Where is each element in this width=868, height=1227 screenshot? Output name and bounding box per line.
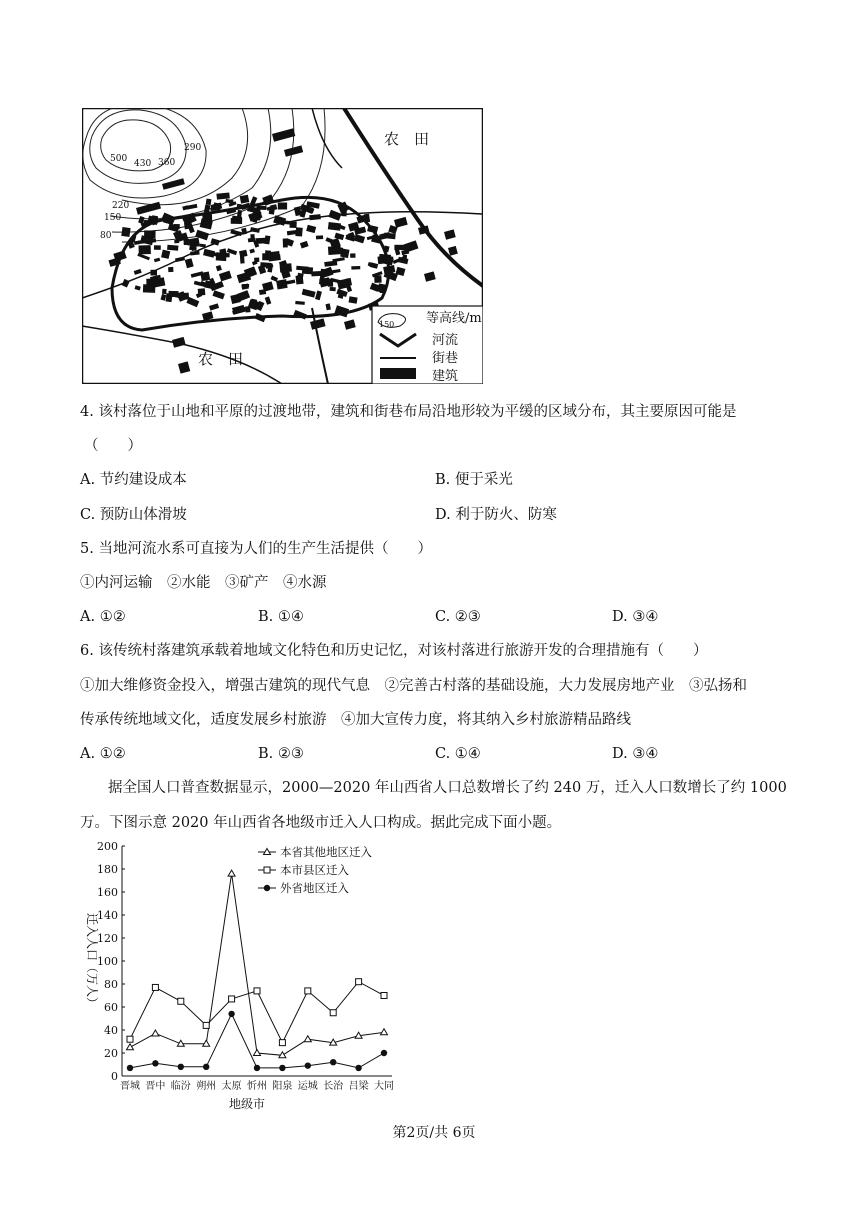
legend-contour-value: 150: [379, 320, 395, 329]
data-point-square: [330, 1010, 336, 1016]
y-tick-label: 200: [97, 840, 118, 853]
y-tick-label: 80: [104, 978, 118, 991]
building-block: [139, 245, 151, 254]
contour-label: 290: [184, 143, 202, 153]
building-block: [162, 289, 167, 294]
building-block: [383, 255, 394, 265]
legend-label: 外省地区迁入: [280, 881, 349, 895]
building-block: [143, 284, 155, 293]
building-block: [350, 253, 355, 257]
q6-option-a[interactable]: A. ①②: [80, 746, 126, 762]
building-legend-icon: [380, 368, 416, 379]
building-block: [198, 288, 206, 295]
y-tick-label: 100: [97, 955, 118, 968]
building-block: [151, 270, 158, 276]
building-block: [320, 269, 327, 277]
building-block: [154, 245, 161, 250]
x-tick-label: 忻州: [247, 1081, 267, 1092]
x-tick-label: 晋中: [145, 1081, 166, 1092]
data-point-circle: [127, 1065, 133, 1071]
legend-contour-label: 等高线/m: [426, 311, 482, 326]
data-point-square: [254, 988, 260, 994]
building-block: [165, 293, 172, 302]
q5-items: ①内河运输 ②水能 ③矿产 ④水源: [80, 575, 327, 591]
y-tick-label: 120: [97, 932, 118, 945]
legend-label: 本市县区迁入: [280, 863, 349, 877]
y-tick-label: 0: [111, 1070, 118, 1083]
building-block: [267, 266, 272, 273]
farmland-label-bottom: 农 田: [198, 350, 244, 368]
y-tick-label: 40: [104, 1024, 118, 1037]
q5-option-c[interactable]: C. ②③: [435, 609, 481, 625]
x-tick-label: 大同: [374, 1081, 394, 1092]
data-point-circle: [254, 1065, 260, 1071]
building-block: [364, 214, 370, 223]
data-point-square: [279, 1040, 285, 1046]
legend-street-label: 街巷: [432, 351, 459, 366]
x-tick-label: 太原: [221, 1081, 242, 1092]
data-point-triangle: [254, 1050, 261, 1056]
building-block: [349, 296, 358, 303]
village-map: [82, 108, 483, 384]
series-line-circle: [130, 1014, 384, 1068]
migration-line-chart: [70, 840, 400, 1115]
building-block: [330, 287, 336, 291]
q6-stem: 6. 该传统村落建筑承载着地域文化特色和历史记忆，对该村落进行旅游开发的合理措施有（ ）: [80, 643, 708, 659]
y-tick-label: 180: [97, 863, 118, 876]
building-block: [189, 238, 200, 248]
building-block: [184, 222, 192, 229]
building-block: [174, 224, 180, 229]
building-block: [296, 275, 304, 284]
building-block: [276, 279, 288, 289]
building-block: [403, 255, 408, 259]
x-axis-title: 地级市: [228, 1097, 266, 1111]
q5-option-b[interactable]: B. ①④: [258, 609, 304, 625]
building-block: [269, 208, 275, 215]
data-point-circle: [305, 1062, 311, 1068]
series-line-triangle: [130, 874, 384, 1056]
data-point-square: [229, 996, 235, 1002]
q4-option-b[interactable]: B. 便于采光: [435, 472, 513, 488]
q6-option-b[interactable]: B. ②③: [258, 746, 304, 762]
data-point-circle: [279, 1065, 285, 1071]
y-tick-label: 60: [104, 1001, 118, 1014]
data-point-circle: [228, 1011, 234, 1017]
contour-label: 80: [100, 231, 112, 241]
data-point-triangle: [381, 1029, 388, 1035]
y-axis-title: 迁入人口（万人）: [85, 912, 99, 1010]
q4-option-c[interactable]: C. 预防山体滑坡: [80, 507, 187, 523]
data-point-circle: [178, 1064, 184, 1070]
contour-label: 220: [112, 201, 130, 211]
data-point-triangle: [304, 1036, 311, 1042]
building-block: [167, 245, 178, 251]
data-point-triangle: [127, 1044, 134, 1050]
q6-option-c[interactable]: C. ①④: [435, 746, 481, 762]
q6-items-line1: ①加大维修资金投入，增强古建筑的现代气息 ②完善古村落的基础设施，大力发展房地产业 ③弘扬和: [80, 678, 747, 694]
building-block: [280, 263, 292, 272]
q4-option-a[interactable]: A. 节约建设成本: [80, 472, 187, 488]
x-tick-label: 朔州: [196, 1081, 217, 1092]
x-tick-label: 吕梁: [348, 1081, 369, 1092]
data-point-square: [152, 984, 158, 990]
data-point-circle: [203, 1064, 209, 1070]
building-block: [146, 278, 158, 285]
x-tick-label: 临汾: [170, 1081, 191, 1092]
data-point-square: [127, 1036, 133, 1042]
q5-option-d[interactable]: D. ③④: [612, 609, 659, 625]
y-tick-label: 20: [104, 1047, 118, 1060]
data-point-square: [203, 1022, 209, 1028]
building-block: [237, 204, 242, 209]
building-block: [262, 253, 273, 260]
data-point-square: [381, 993, 387, 999]
building-block: [351, 266, 360, 270]
building-block: [328, 246, 341, 255]
contour-label: 360: [158, 158, 176, 168]
intro-line-1: 据全国人口普查数据显示，2000—2020 年山西省人口总数增长了约 240 万，迁入人口数增长了约 1000: [108, 780, 787, 796]
building-block: [316, 235, 323, 239]
contour-label: 500: [110, 154, 128, 164]
building-block: [295, 227, 302, 236]
building-block: [200, 272, 210, 282]
data-point-circle: [355, 1065, 361, 1071]
data-point-square: [356, 979, 362, 985]
data-point-square: [178, 998, 184, 1004]
building-block: [240, 195, 250, 204]
legend-marker-circle: [264, 885, 270, 891]
contour-label: 430: [134, 159, 152, 169]
building-block: [121, 227, 130, 237]
q5-option-a[interactable]: A. ①②: [80, 609, 126, 625]
q4-blank: （ ）: [84, 438, 142, 454]
building-block: [206, 199, 212, 206]
map-legend: [372, 306, 483, 384]
q6-items-line2: 传承传统地域文化，适度发展乡村旅游 ④加大宣传力度，将其纳入乡村旅游精品路线: [80, 712, 631, 728]
data-point-circle: [152, 1060, 158, 1066]
x-tick-label: 阳泉: [272, 1081, 293, 1092]
data-point-circle: [330, 1059, 336, 1065]
y-tick-label: 140: [97, 909, 118, 922]
building-block: [328, 279, 333, 287]
data-point-triangle: [152, 1030, 159, 1036]
data-point-circle: [381, 1050, 387, 1056]
building-block: [380, 289, 385, 294]
building-block: [394, 245, 405, 250]
q5-stem: 5. 当地河流水系可直接为人们的生产生活提供（ ）: [80, 541, 432, 557]
farmland-label-top: 农 田: [384, 130, 430, 148]
q4-option-d[interactable]: D. 利于防火、防寒: [435, 507, 557, 523]
legend-river-label: 河流: [432, 333, 459, 348]
q4-stem: 4. 该村落位于山地和平原的过渡地带，建筑和街巷布局沿地形较为平缓的区域分布，其主要原因可能是: [80, 404, 737, 420]
data-point-square: [305, 988, 311, 994]
contour-label: 150: [104, 213, 122, 223]
building-block: [168, 267, 173, 272]
building-block: [278, 203, 287, 210]
building-block: [216, 252, 227, 261]
q6-option-d[interactable]: D. ③④: [612, 746, 659, 762]
x-tick-label: 运城: [297, 1081, 318, 1092]
y-tick-label: 160: [97, 886, 118, 899]
x-tick-label: 长治: [323, 1081, 344, 1092]
page-footer: 第2页/共 6页: [392, 1125, 476, 1141]
x-tick-label: 晋城: [120, 1081, 140, 1092]
legend-label: 本省其他地区迁入: [280, 845, 372, 859]
building-block: [284, 221, 293, 225]
legend-marker-square: [264, 867, 270, 873]
legend-building-label: 建筑: [432, 369, 459, 384]
data-point-triangle: [228, 870, 235, 876]
intro-line-2: 万。下图示意 2020 年山西省各地级市迁入人口构成。据此完成下面小题。: [80, 815, 562, 831]
building-block: [202, 214, 212, 220]
